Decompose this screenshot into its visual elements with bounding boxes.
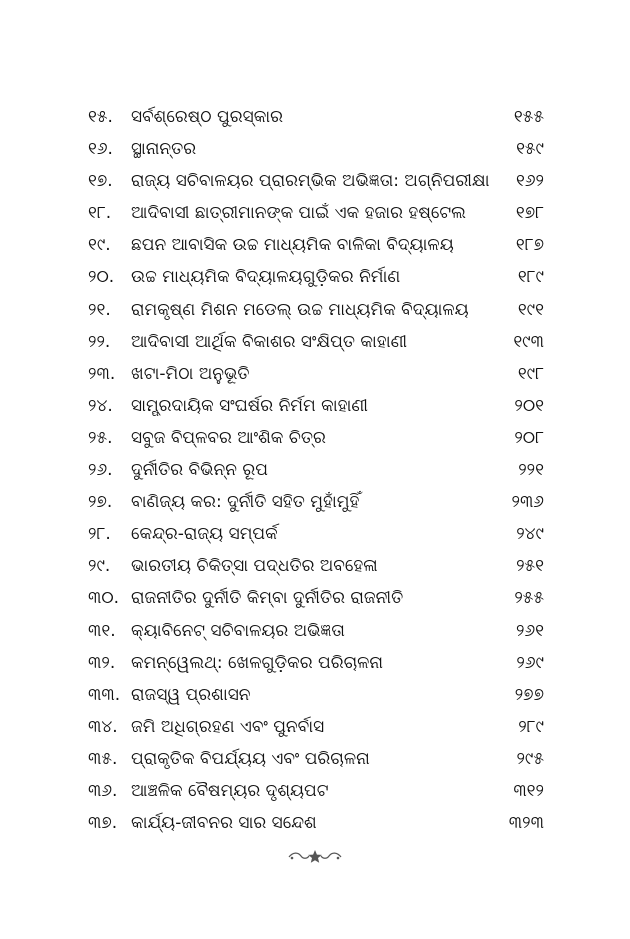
toc-entry-page: ୧୫୯: [516, 139, 544, 160]
toc-entry: [0, 681, 630, 713]
toc-entry-number: ୩୪.: [88, 716, 118, 737]
toc-entry: [0, 520, 630, 552]
toc-entry-page: ୨୫୧: [516, 556, 544, 577]
toc-entry-title: ରାମକୃଷ୍ଣ ମିଶନ ମଡେଲ୍ ଉଚ୍ଚ ମାଧ୍ୟମିକ ବିଦ୍ୟାଳୟ: [131, 299, 469, 320]
toc-entry-title: କେନ୍ଦ୍ର-ରାଜ୍ୟ ସମ୍ପର୍କ: [131, 524, 278, 545]
toc-entry: [0, 135, 630, 167]
toc-entry-number: ୩୭.: [88, 813, 118, 834]
toc-entry-title: କାର୍ଯ୍ୟ-ଜୀବନର ସାର ସନ୍ଦେଶ: [131, 813, 317, 834]
toc-entry-page: ୨୬୯: [516, 652, 544, 673]
toc-entry-number: ୩୬.: [88, 780, 118, 801]
toc-entry-title: ଉଚ୍ଚ ମାଧ୍ୟମିକ ବିଦ୍ୟାଳୟଗୁଡ଼ିକର ନିର୍ମାଣ: [131, 267, 401, 288]
toc-entry: [0, 809, 630, 841]
toc-entry-number: ୨୬.: [88, 460, 113, 481]
toc-entry-title: ଭାରତୀୟ ଚିକିତ୍ସା ପଦ୍ଧତିର ଅବହେଳା: [131, 556, 378, 577]
toc-entry: [0, 263, 630, 295]
toc-entry-number: ୩୦.: [88, 588, 120, 609]
toc-entry-number: ୧୮.: [88, 203, 112, 224]
toc-entry-number: ୨୭.: [88, 492, 113, 513]
toc-entry-page: ୨୫୫: [514, 588, 544, 609]
toc-entry-page: ୨୦୧: [514, 395, 544, 416]
toc-entry: [0, 745, 630, 777]
toc-entry-number: ୨୪.: [88, 395, 113, 416]
toc-entry-title: ଆଞ୍ଚଳିକ ବୈଷମ୍ୟର ଦୃଶ୍ୟପଟ: [131, 780, 329, 801]
toc-entry-number: ୩୩.: [88, 684, 121, 705]
toc-entry: [0, 584, 630, 616]
toc-entry-page: ୧୯୧: [517, 299, 544, 320]
toc-entry-number: ୨୯.: [88, 556, 111, 577]
toc-entry: [0, 328, 630, 360]
toc-entry: [0, 296, 630, 328]
toc-entry-number: ୨୧.: [88, 299, 111, 320]
toc-entry: [0, 360, 630, 392]
toc-entry: [0, 167, 630, 199]
toc-entry: [0, 456, 630, 488]
toc-entry-page: ୧୯୮: [517, 363, 544, 384]
toc-entry-title: ଛପନ ଆବାସିକ ଉଚ୍ଚ ମାଧ୍ୟମିକ ବାଳିକା ବିଦ୍ୟାଳୟ: [131, 235, 454, 256]
toc-entry-title: କ୍ୟାବିନେଟ୍ ସଚିବାଳୟର ଅଭିଜ୍ଞତା: [131, 620, 345, 641]
toc-entry-title: ଆଦିବାସୀ ଛାତ୍ରୀମାନଙ୍କ ପାଇଁ ଏକ ହଜାର ହଷ୍ଟେଲ: [131, 203, 466, 224]
toc-entry-page: ୩୧୨: [513, 780, 544, 801]
toc-entry-page: ୨୮୯: [518, 716, 544, 737]
toc-entry-page: ୨୬୧: [516, 620, 544, 641]
toc-entry-title: ବାଣିଜ୍ୟ କର: ଦୁର୍ନୀତି ସହିତ ମୁହାଁମୁହିଁ: [131, 492, 360, 513]
toc-entry-page: ୧୭୮: [515, 203, 544, 224]
toc-entry-title: ଆଦିବାସୀ ଆର୍ଥିକ ବିକାଶର ସଂକ୍ଷିପ୍ତ କାହାଣୀ: [131, 331, 408, 352]
toc-entry-title: ରାଜନୀତିର ଦୁର୍ନୀତି କିମ୍ବା ଦୁର୍ନୀତିର ରାଜନୀତି: [131, 588, 404, 609]
toc-entry-title: ସବୁଜ ବିପ୍ଳବର ଆଂଶିକ ଚିତ୍ର: [131, 427, 326, 448]
table-of-contents: [0, 103, 630, 841]
toc-entry-page: ୨୭୭: [514, 684, 544, 705]
toc-entry-page: ୨୯୫: [516, 748, 544, 769]
toc-entry-page: ୧୫୫: [513, 107, 544, 127]
toc-entry-page: ୨୪୯: [516, 524, 544, 545]
toc-entry-title: ରାଜସ୍ୱ ପ୍ରଶାସନ: [131, 684, 251, 705]
star-flourish-icon: [285, 848, 345, 864]
toc-entry-number: ୧୭.: [88, 171, 113, 192]
toc-entry-title: ରାଜ୍ୟ ସଚିବାଳୟର ପ୍ରାରମ୍ଭିକ ଅଭିଜ୍ଞତା: ଅଗ୍ନିପରୀକ୍ଷା: [131, 171, 490, 192]
toc-entry: [0, 649, 630, 681]
toc-entry-page: ୧୮୭: [515, 235, 544, 256]
toc-entry-number: ୨୫.: [88, 427, 113, 448]
toc-entry-page: ୧୬୨: [516, 171, 544, 192]
toc-entry-title: ସର୍ବଶ୍ରେଷ୍ଠ ପୁରସ୍କାର: [131, 107, 284, 127]
toc-entry-page: ୨୨୧: [518, 460, 544, 481]
toc-entry-page: ୧୯୩: [513, 331, 544, 352]
toc-entry-number: ୨୦.: [88, 267, 115, 288]
toc-entry-number: ୨୮.: [88, 524, 111, 545]
toc-entry-title: ଖଟା-ମିଠା ଅନୁଭୂତି: [131, 363, 250, 384]
toc-entry-page: ୨୦୮: [514, 427, 544, 448]
toc-entry-page: ୨୩୬: [511, 492, 544, 513]
toc-entry: [0, 231, 630, 263]
toc-entry-number: ୧୬.: [88, 139, 113, 160]
toc-entry: [0, 392, 630, 424]
toc-entry: [0, 488, 630, 520]
toc-entry-number: ୧୫.: [88, 107, 113, 127]
toc-entry-title: ସ୍ଥାନାନ୍ତର: [131, 139, 197, 160]
toc-entry: [0, 713, 630, 745]
toc-entry: [0, 552, 630, 584]
toc-entry-page: ୧୮୯: [517, 267, 544, 288]
toc-entry-number: ୩୨.: [88, 652, 116, 673]
toc-entry-number: ୧୯.: [88, 235, 111, 256]
toc-entry-title: କମନ୍‌ୱେଲଥ୍: ଖେଳଗୁଡ଼ିକର ପରିଚାଳନା: [131, 652, 384, 673]
toc-entry-number: ୩୧.: [88, 620, 116, 641]
toc-entry-number: ୨୨.: [88, 331, 111, 352]
toc-entry: [0, 199, 630, 231]
toc-entry-title: ଜମି ଅଧିଗ୍ରହଣ ଏବଂ ପୁନର୍ବାସ: [131, 716, 325, 737]
toc-entry-title: ସାମ୍ପ୍ରଦାୟିକ ସଂଘର୍ଷର ନିର୍ମମ କାହାଣୀ: [131, 395, 368, 416]
toc-entry: [0, 617, 630, 649]
toc-entry-title: ପ୍ରାକୃତିକ ବିପର୍ଯ୍ୟୟ ଏବଂ ପରିଚାଳନା: [131, 748, 370, 769]
toc-entry-number: ୨୩.: [88, 363, 116, 384]
toc-entry: [0, 424, 630, 456]
toc-entry-number: ୩୫.: [88, 748, 118, 769]
toc-entry: [0, 103, 630, 135]
toc-entry-title: ଦୁର୍ନୀତିର ବିଭିନ୍ନ ରୂପ: [131, 460, 268, 481]
end-ornament: [0, 848, 630, 868]
toc-entry-page: ୩୨୩: [508, 813, 544, 834]
toc-entry: [0, 777, 630, 809]
